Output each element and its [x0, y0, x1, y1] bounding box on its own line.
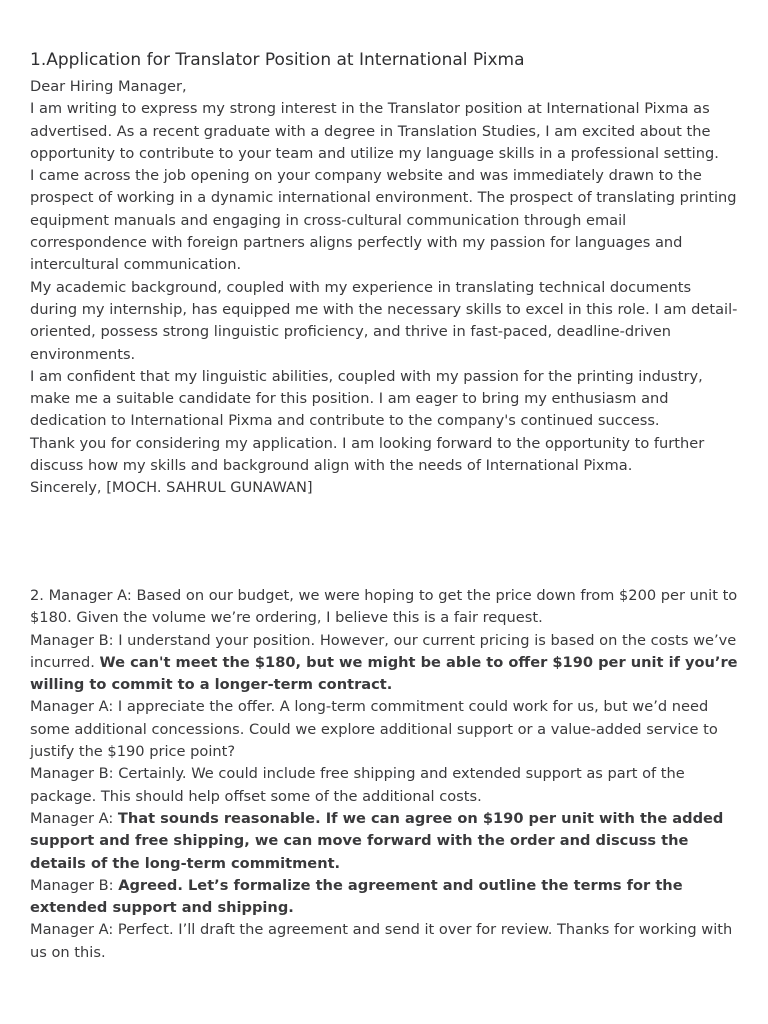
- negotiation-dialogue: [30, 585, 742, 964]
- dialogue-bold-text: We can't meet the $180, but we might be able to offer $190 per unit if you’re willing to commit to a longer-term contract.: [30, 653, 738, 694]
- letter-title: 1.Application for Translator Position at International Pixma: [30, 50, 525, 70]
- dialogue-speaker: Manager A:: [30, 698, 118, 716]
- letter-greeting: Dear Hiring Manager,: [30, 78, 187, 95]
- dialogue-line: [30, 696, 742, 763]
- dialogue-speaker: 2. Manager A:: [30, 587, 137, 604]
- dialogue-speaker: Manager A:: [30, 809, 118, 827]
- application-letter: [30, 48, 742, 500]
- dialogue-line: [30, 630, 742, 697]
- letter-paragraph: My academic background, coupled with my experience in translating technical documents during my internship, has equipped me with the necessary skills to excel in this role. I am detail-oriented, possess strong linguistic proficiency, and thrive in fast-paced, deadline-driven environments.: [30, 278, 738, 363]
- dialogue-line: [30, 919, 742, 964]
- letter-closing: Sincerely, [MOCH. SAHRUL GUNAWAN]: [30, 479, 313, 497]
- dialogue-text: Perfect. I’ll draft the agreement and send it over for review. Thanks for working with us on this.: [30, 921, 733, 961]
- dialogue-line: [30, 875, 742, 920]
- letter-paragraph: I am confident that my linguistic abilities, coupled with my passion for the printing industry, make me a suitable candidate for this position. I am eager to bring my enthusiasm and dedication to International Pixma and contribute to the company's continued success.: [30, 367, 703, 430]
- dialogue-speaker: Manager B:: [30, 765, 119, 783]
- letter-paragraph: I came across the job opening on your company website and was immediately drawn to the prospect of working in a dynamic international environment. The prospect of translating printing equipment manuals and engaging in cross-cultural communication through email correspondence with foreign partners aligns perfectly with my passion for languages and intercultural communication.: [30, 167, 737, 274]
- letter-paragraph: I am writing to express my strong interest in the Translator position at International Pixma as advertised. As a recent graduate with a degree in Translation Studies, I am excited about the opportunity to contribute to your team and utilize my language skills in a professional setting.: [30, 100, 719, 162]
- dialogue-line: [30, 585, 742, 630]
- dialogue-speaker: Manager A:: [30, 921, 118, 939]
- dialogue-line: [30, 763, 742, 808]
- dialogue-text: I appreciate the offer. A long-term commitment could work for us, but we’d need some additional concessions. Could we explore additional support or a value-added service to justify the $190 price point?: [30, 698, 718, 761]
- dialogue-line: [30, 808, 742, 875]
- dialogue-bold-text: That sounds reasonable. If we can agree on $190 per unit with the added support and free shipping, we can move forward with the order and discuss the details of the long-term commitment.: [30, 809, 724, 872]
- dialogue-speaker: Manager B:: [30, 876, 119, 894]
- dialogue-text: Based on our budget, we were hoping to get the price down from $200 per unit to $180. Given the volume we’re ordering, I believe this is a fair request.: [30, 587, 738, 627]
- dialogue-speaker: Manager B:: [30, 631, 119, 649]
- dialogue-text: Certainly. We could include free shipping and extended support as part of the package. This should help offset some of the additional costs.: [30, 765, 685, 805]
- dialogue-bold-text: Agreed. Let’s formalize the agreement and outline the terms for the extended support and shipping.: [30, 876, 683, 917]
- dialogue-text: I understand your position. However, our current pricing is based on the costs we’ve incurred.: [30, 631, 737, 671]
- letter-paragraph: Thank you for considering my application. I am looking forward to the opportunity to further discuss how my skills and background align with the needs of International Pixma.: [30, 434, 705, 475]
